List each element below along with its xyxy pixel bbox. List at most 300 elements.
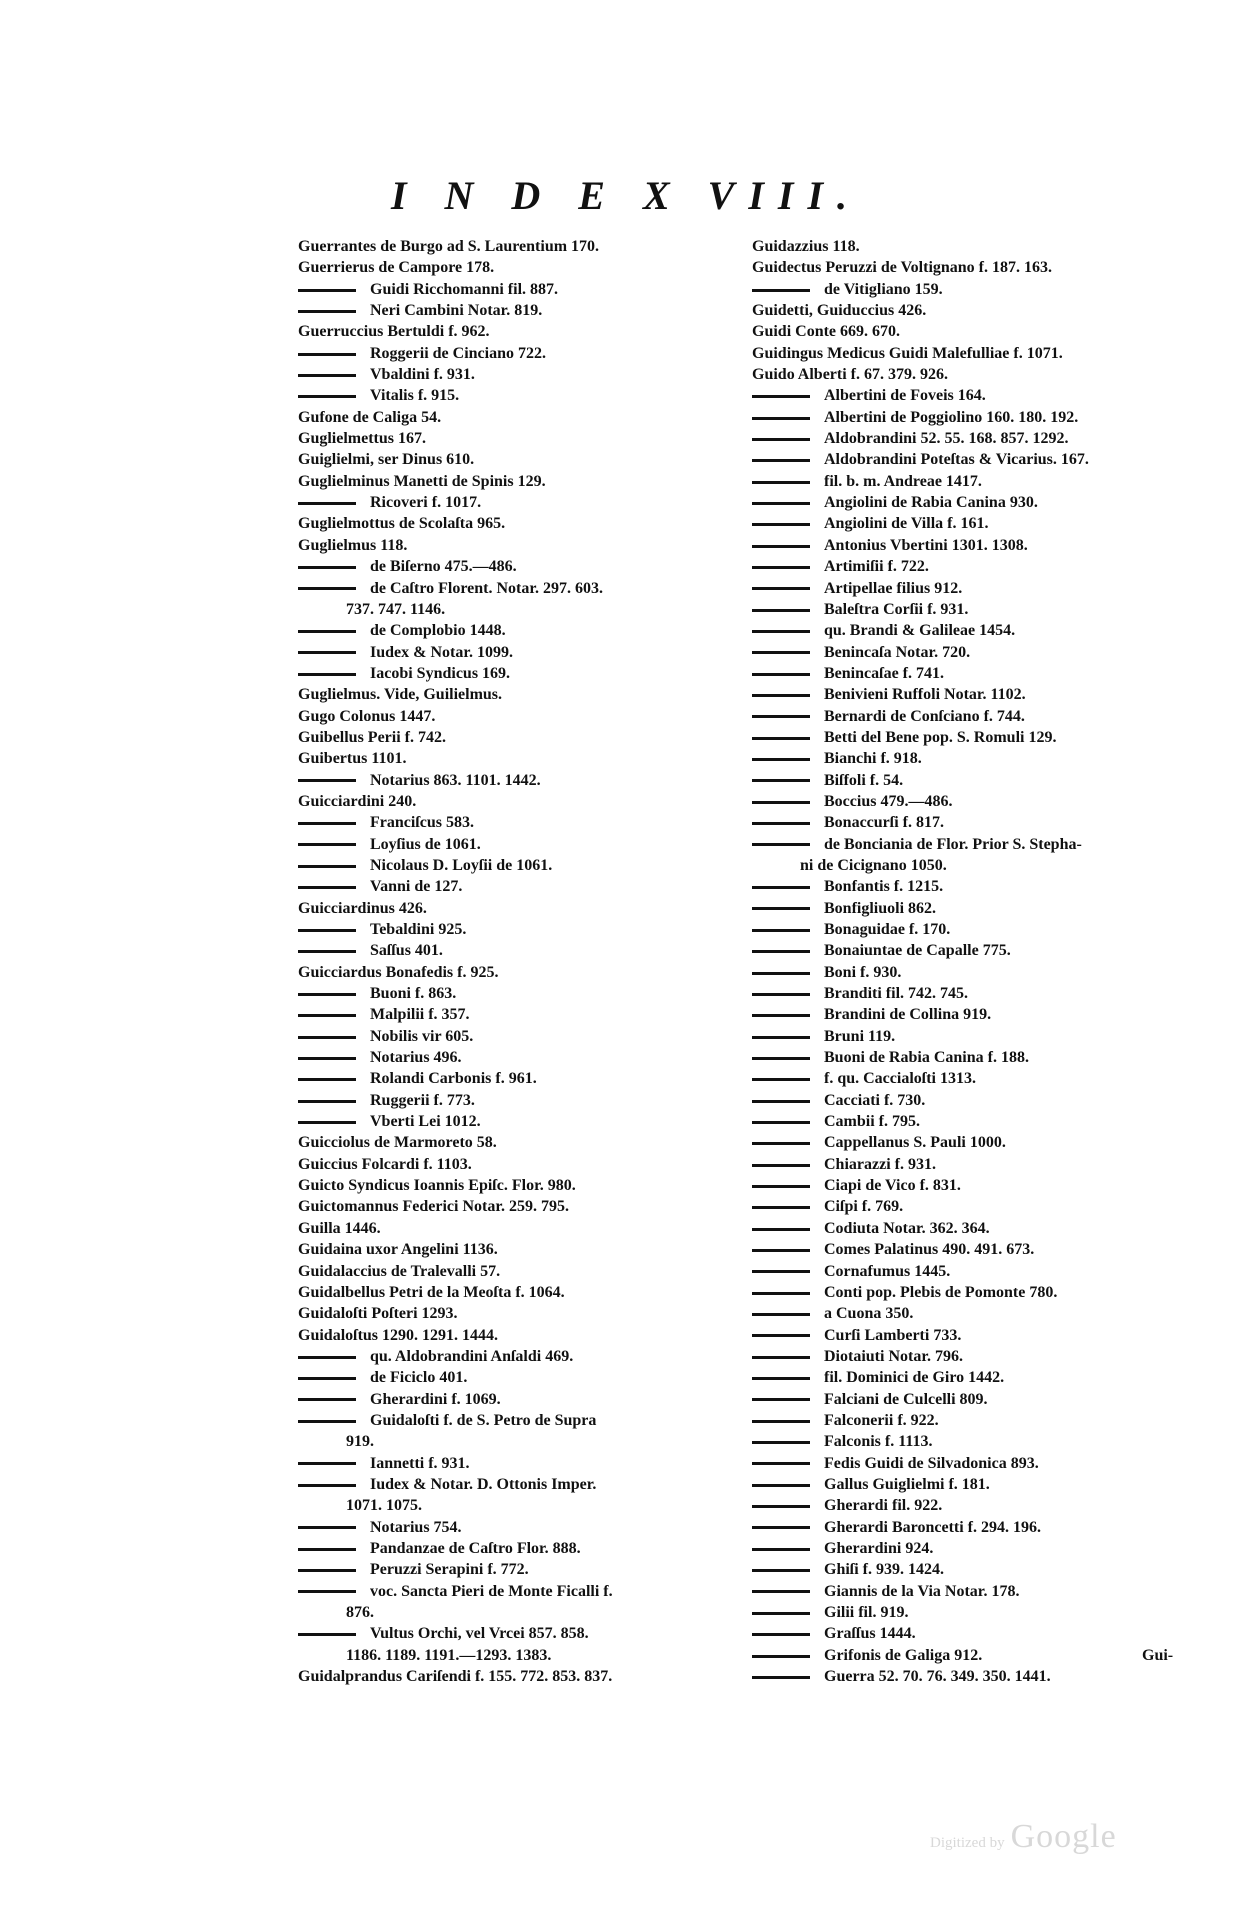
index-entry-text: fil. Dominici de Giro 1442.	[824, 1369, 1005, 1387]
ditto-rule	[298, 630, 356, 633]
index-entry-text: Nicolaus D. Loyſii de 1061.	[370, 856, 553, 874]
index-entry	[298, 1111, 738, 1132]
index-entry-text: Gilii fil. 919.	[824, 1604, 909, 1621]
index-entry-text: de Vitigliano 159.	[824, 280, 943, 298]
index-entry	[298, 321, 738, 342]
index-entry	[298, 770, 738, 791]
index-entry-text: Baleſtra Corſii f. 931.	[824, 600, 969, 618]
index-entry	[298, 727, 738, 748]
ditto-rule	[752, 758, 810, 761]
index-entry-text: Albertini de Foveis 164.	[824, 387, 986, 405]
index-entry	[298, 1303, 738, 1324]
index-entry-text: Guicciardini 240.	[298, 792, 417, 810]
ditto-rule	[298, 1569, 356, 1572]
index-entry	[298, 492, 738, 513]
ditto-rule	[752, 737, 810, 740]
ditto-rule	[752, 1377, 810, 1380]
index-entry	[298, 1154, 738, 1175]
index-entry-text: Bernardi de Conſciano f. 744.	[824, 707, 1025, 725]
index-entry	[752, 1196, 1182, 1217]
ditto-rule	[298, 1100, 356, 1103]
ditto-rule	[298, 1526, 356, 1529]
ditto-rule	[298, 1633, 356, 1636]
ditto-rule	[752, 481, 810, 484]
index-entry	[752, 812, 1182, 833]
index-entry-text: Fedis Guidi de Silvadonica 893.	[824, 1454, 1039, 1472]
index-entry	[298, 535, 738, 556]
ditto-rule	[752, 1569, 810, 1572]
index-entry	[752, 513, 1182, 534]
ditto-rule	[752, 1633, 810, 1636]
index-entry	[298, 1090, 738, 1111]
ditto-rule	[752, 993, 810, 996]
index-entry-text: Cacciati f. 730.	[824, 1091, 926, 1109]
index-entry-text: fil. b. m. Andreae 1417.	[824, 472, 982, 490]
index-entry	[298, 812, 738, 833]
index-entry	[298, 919, 738, 940]
index-entry-text: Guidingus Medicus Guidi Malefulliae f. 1071.	[752, 344, 1063, 362]
index-entry	[752, 1047, 1182, 1068]
index-entry-text: Graſſus 1444.	[824, 1625, 916, 1643]
index-entry	[752, 791, 1182, 812]
index-entry-text: Brandini de Collina 919.	[824, 1006, 992, 1024]
index-entry-text: Bonaguidae f. 170.	[824, 921, 951, 938]
ditto-rule	[752, 609, 810, 612]
ditto-rule	[752, 929, 810, 932]
index-entry	[752, 727, 1182, 748]
ditto-rule	[298, 310, 356, 313]
ditto-rule	[752, 1270, 810, 1273]
index-entry-text: Guibertus 1101.	[298, 750, 407, 768]
ditto-rule	[298, 289, 356, 292]
index-entry-text: Guictomannus Federici Notar. 259. 795.	[298, 1198, 569, 1216]
index-entry	[752, 1154, 1182, 1175]
ditto-rule	[752, 1185, 810, 1188]
index-entry	[298, 1325, 738, 1346]
index-entry	[298, 599, 738, 620]
index-entry-text: Saſſus 401.	[370, 942, 443, 960]
index-entry-text: de Complobio 1448.	[370, 622, 506, 640]
index-entry	[298, 898, 738, 919]
index-entry	[752, 1218, 1182, 1239]
ditto-rule	[752, 1164, 810, 1167]
index-entry-text: Guidaina uxor Angelini 1136.	[298, 1241, 498, 1259]
index-entry-text: ni de Cicignano 1050.	[800, 856, 947, 874]
index-entry-text: Vberti Lei 1012.	[370, 1113, 481, 1131]
index-entry	[298, 343, 738, 364]
ditto-rule	[298, 1057, 356, 1060]
google-logo-text: Google	[1010, 1818, 1117, 1855]
index-entry-text: Guidaloſti Poſteri 1293.	[298, 1305, 458, 1323]
index-entry-text: Falconis f. 1113.	[824, 1433, 933, 1451]
ditto-rule	[298, 1462, 356, 1465]
index-entry-text: Bianchi f. 918.	[824, 750, 922, 768]
index-entry	[752, 1517, 1182, 1538]
index-entry	[752, 321, 1182, 342]
index-entry-text: Antonius Vbertini 1301. 1308.	[824, 536, 1028, 554]
ditto-rule	[752, 289, 810, 292]
index-entry-text: Buoni de Rabia Canina f. 188.	[824, 1049, 1029, 1067]
index-entry-text: Ciapi de Vico f. 831.	[824, 1177, 961, 1195]
index-entry	[298, 1218, 738, 1239]
index-entry-text: de Caſtro Florent. Notar. 297. 603.	[370, 579, 604, 597]
index-entry-text: Guicto Syndicus Ioannis Epiſc. Flor. 980.	[298, 1177, 576, 1195]
index-entry-text: Bonfigliuoli 862.	[824, 899, 937, 917]
index-entry	[298, 1196, 738, 1217]
ditto-rule	[752, 673, 810, 676]
index-entry-text: Franciſcus 583.	[370, 814, 474, 832]
ditto-rule	[752, 651, 810, 654]
ditto-rule	[298, 929, 356, 932]
index-entry-text: Guicciardus Bonafedis f. 925.	[298, 963, 499, 981]
index-entry	[752, 919, 1182, 940]
index-entry	[752, 279, 1182, 300]
ditto-rule	[298, 779, 356, 782]
index-entry-text: Guerrantes de Burgo ad S. Laurentium 170.	[298, 238, 600, 255]
ditto-rule	[752, 1462, 810, 1465]
ditto-rule	[298, 587, 356, 590]
index-entry	[298, 1538, 738, 1559]
ditto-rule	[752, 1057, 810, 1060]
ditto-rule	[752, 843, 810, 846]
index-entry	[752, 236, 1182, 257]
ditto-rule	[298, 1548, 356, 1551]
index-entry	[298, 1666, 738, 1687]
ditto-rule	[298, 1377, 356, 1380]
index-entry-text: Guiccius Folcardi f. 1103.	[298, 1155, 472, 1173]
index-entry	[298, 257, 738, 278]
index-entry-text: Notarius 863. 1101. 1442.	[370, 771, 541, 789]
ditto-rule	[752, 715, 810, 718]
index-entry	[298, 642, 738, 663]
ditto-rule	[752, 1100, 810, 1103]
index-entry	[298, 1389, 738, 1410]
index-entry	[752, 684, 1182, 705]
index-entry-text: Albertini de Poggiolino 160. 180. 192.	[824, 408, 1079, 426]
index-entry	[752, 1303, 1182, 1324]
index-entry	[752, 1474, 1182, 1495]
index-entry	[298, 449, 738, 470]
index-entry	[298, 1581, 738, 1602]
ditto-rule	[298, 822, 356, 825]
index-entry	[752, 1346, 1182, 1367]
index-entry-text: Guiglielmi, ser Dinus 610.	[298, 451, 475, 469]
index-entry-text: de Ficiclo 401.	[370, 1369, 468, 1387]
index-entry	[298, 1431, 738, 1452]
ditto-rule	[752, 1655, 810, 1658]
index-entry	[298, 1261, 738, 1282]
index-entry	[298, 791, 738, 812]
index-entry-text: Ciſpi f. 769.	[824, 1198, 904, 1216]
index-entry	[752, 343, 1182, 364]
index-entry-text: voc. Sancta Pieri de Monte Ficalli f.	[370, 1582, 613, 1600]
index-entry-text: Guglielminus Manetti de Spinis 129.	[298, 472, 546, 490]
index-entry-text: Chiarazzi f. 931.	[824, 1155, 936, 1173]
index-entry	[298, 1004, 738, 1025]
ditto-rule	[752, 1484, 810, 1487]
index-entry	[298, 236, 738, 257]
index-entry-text: Falconerii f. 922.	[824, 1411, 939, 1429]
index-entry-text: Guerra 52. 70. 76. 349. 350. 1441.	[824, 1668, 1051, 1686]
index-entry-text: Grifonis de Galiga 912.	[824, 1646, 983, 1664]
index-entry-text: de Bonciania de Flor. Prior S. Stepha-	[824, 835, 1082, 853]
index-entry	[752, 599, 1182, 620]
index-entry	[752, 706, 1182, 727]
index-entry	[752, 1026, 1182, 1047]
index-entry-text: Bruni 119.	[824, 1027, 896, 1045]
index-entry	[752, 257, 1182, 278]
index-entry-text: Gallus Guiglielmi f. 181.	[824, 1475, 990, 1493]
ditto-rule	[752, 1036, 810, 1039]
ditto-rule	[752, 545, 810, 548]
page-title: I N D E X VIII.	[390, 173, 862, 218]
ditto-rule	[752, 417, 810, 420]
ditto-rule	[752, 1676, 810, 1679]
index-entry-text: Tebaldini 925.	[370, 921, 467, 938]
index-entry	[752, 940, 1182, 961]
index-entry-text: Vultus Orchi, vel Vrcei 857. 858.	[370, 1625, 589, 1643]
ditto-rule	[298, 1356, 356, 1359]
index-entry	[752, 471, 1182, 492]
index-entry	[752, 300, 1182, 321]
index-entry-text: Guicciardinus 426.	[298, 899, 427, 917]
ditto-rule	[298, 865, 356, 868]
index-entry-text: Guidaloſtus 1290. 1291. 1444.	[298, 1326, 499, 1344]
index-entry-text: Vbaldini f. 931.	[370, 366, 475, 384]
ditto-rule	[752, 1356, 810, 1359]
index-entry-text: Gherardini 924.	[824, 1539, 934, 1557]
ditto-rule	[298, 1420, 356, 1423]
ditto-rule	[752, 587, 810, 590]
index-entry-text: Comes Palatinus 490. 491. 673.	[824, 1241, 1035, 1259]
ditto-rule	[752, 1292, 810, 1295]
index-entry	[752, 1431, 1182, 1452]
index-entry-text: Guidectus Peruzzi de Voltignano f. 187. 163.	[752, 259, 1053, 277]
index-entry-text: Roggerii de Cinciano 722.	[370, 344, 546, 362]
index-entry	[752, 1367, 1182, 1388]
index-entry-text: Guidazzius 118.	[752, 238, 860, 255]
ditto-rule	[752, 1121, 810, 1124]
ditto-rule	[298, 566, 356, 569]
index-entry	[298, 706, 738, 727]
ditto-rule	[298, 353, 356, 356]
index-entry	[298, 876, 738, 897]
index-entry-text: Cornafumus 1445.	[824, 1262, 951, 1280]
index-entry	[752, 983, 1182, 1004]
index-entry-text: Nobilis vir 605.	[370, 1027, 474, 1045]
index-entry-text: Guidetti, Guiduccius 426.	[752, 302, 927, 320]
index-entry	[752, 1559, 1182, 1580]
index-entry	[298, 556, 738, 577]
index-entry	[752, 385, 1182, 406]
ditto-rule	[752, 886, 810, 889]
index-entry-text: Notarius 496.	[370, 1049, 462, 1067]
index-entry-text: Rolandi Carbonis f. 961.	[370, 1070, 537, 1088]
index-entry	[752, 407, 1182, 428]
index-entry	[752, 1175, 1182, 1196]
index-entry-text: Benincaſae f. 741.	[824, 664, 944, 682]
index-entry	[752, 1666, 1182, 1687]
index-entry-text: Peruzzi Serapini f. 772.	[370, 1561, 529, 1579]
index-entry	[298, 1068, 738, 1089]
index-entry-text: Cambii f. 795.	[824, 1113, 920, 1131]
index-entry	[298, 364, 738, 385]
ditto-rule	[298, 1078, 356, 1081]
index-column-right	[752, 236, 1182, 1687]
index-entry-text: 876.	[346, 1604, 374, 1621]
index-entry	[752, 578, 1182, 599]
index-entry	[752, 428, 1182, 449]
ditto-rule	[298, 843, 356, 846]
index-entry	[298, 1047, 738, 1068]
ditto-rule	[752, 1441, 810, 1444]
ditto-rule	[298, 886, 356, 889]
index-entry	[298, 855, 738, 876]
index-entry-text: Falciani de Culcelli 809.	[824, 1390, 988, 1408]
index-entry	[752, 1495, 1182, 1516]
ditto-rule	[752, 502, 810, 505]
index-entry-text: Angiolini de Villa f. 161.	[824, 515, 989, 533]
index-entry-text: Iacobi Syndicus 169.	[370, 664, 511, 682]
index-column-left	[298, 236, 738, 1687]
index-entry	[752, 556, 1182, 577]
ditto-rule	[752, 822, 810, 825]
index-entry-text: Guidi Ricchomanni fil. 887.	[370, 280, 559, 298]
index-entry	[752, 770, 1182, 791]
index-entry-text: Guicciolus de Marmoreto 58.	[298, 1134, 497, 1152]
catchword: Gui-	[1142, 1647, 1174, 1664]
ditto-rule	[752, 1078, 810, 1081]
ditto-rule	[752, 1014, 810, 1017]
watermark-prefix: Digitized by	[930, 1835, 1005, 1851]
ditto-rule	[752, 566, 810, 569]
index-entry-text: Branditi fil. 742. 745.	[824, 985, 969, 1003]
index-entry-text: Guibellus Perii f. 742.	[298, 728, 446, 746]
index-entry	[298, 1239, 738, 1260]
index-entry-text: Curſi Lamberti 733.	[824, 1326, 962, 1344]
index-entry	[298, 1623, 738, 1644]
index-entry	[752, 620, 1182, 641]
index-entry-text: Guglielmus 118.	[298, 536, 408, 554]
index-entry-text: 1071. 1075.	[346, 1497, 422, 1515]
index-entry	[298, 1559, 738, 1580]
index-entry-text: Bonfantis f. 1215.	[824, 878, 944, 896]
index-entry	[752, 1282, 1182, 1303]
ditto-rule	[752, 395, 810, 398]
index-entry-text: Iannetti f. 931.	[370, 1454, 470, 1472]
index-entry	[298, 1453, 738, 1474]
index-entry	[298, 300, 738, 321]
index-entry	[752, 1623, 1182, 1644]
index-entry-text: f. qu. Caccialoſti 1313.	[824, 1070, 976, 1088]
index-entry	[298, 620, 738, 641]
ditto-rule	[298, 395, 356, 398]
index-entry-text: Guido Alberti f. 67. 379. 926.	[752, 366, 949, 384]
index-entry-text: Guglielmottus de Scolaſta 965.	[298, 515, 506, 533]
ditto-rule	[752, 1420, 810, 1423]
index-entry	[752, 535, 1182, 556]
index-entry	[298, 1282, 738, 1303]
index-entry-text: Gherardi fil. 922.	[824, 1497, 943, 1515]
index-entry	[752, 834, 1182, 855]
index-entry	[752, 1410, 1182, 1431]
index-entry-text: Cappellanus S. Pauli 1000.	[824, 1134, 1006, 1152]
index-entry-text: Giannis de la Via Notar. 178.	[824, 1582, 1020, 1600]
index-entry-text: Ghiſi f. 939. 1424.	[824, 1561, 945, 1579]
ditto-rule	[752, 779, 810, 782]
ditto-rule	[298, 673, 356, 676]
ditto-rule	[752, 1313, 810, 1316]
index-entry-text: Boni f. 930.	[824, 963, 902, 981]
index-entry	[298, 1346, 738, 1367]
index-entry-text: Artimiſii f. 722.	[824, 558, 929, 576]
index-entry-text: Guerruccius Bertuldi f. 962.	[298, 323, 490, 341]
index-entry-text: Betti del Bene pop. S. Romuli 129.	[824, 728, 1057, 746]
index-entry-text: Ricoveri f. 1017.	[370, 494, 482, 512]
index-entry	[298, 1495, 738, 1516]
index-entry-text: Ruggerii f. 773.	[370, 1091, 475, 1109]
index-entry-text: Guilla 1446.	[298, 1219, 381, 1237]
index-entry-text: Neri Cambini Notar. 819.	[370, 302, 543, 320]
index-entry	[752, 449, 1182, 470]
index-entry-text: Bonaiuntae de Capalle 775.	[824, 942, 1011, 960]
ditto-rule	[752, 1398, 810, 1401]
index-entry-text: Guglielmettus 167.	[298, 430, 426, 448]
ditto-rule	[298, 1484, 356, 1487]
index-entry	[752, 876, 1182, 897]
index-entry	[752, 855, 1182, 876]
index-entry	[298, 962, 738, 983]
index-entry-text: Aldobrandini Poteſtas & Vicarius. 167.	[824, 451, 1089, 469]
ditto-rule	[752, 1526, 810, 1529]
index-entry	[752, 898, 1182, 919]
index-entry	[752, 1602, 1182, 1623]
index-entry	[298, 1175, 738, 1196]
ditto-rule	[298, 1036, 356, 1039]
index-entry	[752, 962, 1182, 983]
index-entry-text: Iudex & Notar. 1099.	[370, 643, 513, 661]
index-entry-text: Biſfoli f. 54.	[824, 771, 904, 789]
index-entry	[752, 748, 1182, 769]
index-entry	[752, 663, 1182, 684]
index-entry	[298, 663, 738, 684]
index-entry	[752, 1325, 1182, 1346]
index-entry	[752, 1538, 1182, 1559]
index-entry-text: Iudex & Notar. D. Ottonis Imper.	[370, 1475, 597, 1493]
index-entry	[298, 385, 738, 406]
ditto-rule	[752, 907, 810, 910]
ditto-rule	[298, 1398, 356, 1401]
ditto-rule	[752, 1206, 810, 1209]
index-entry-text: Gherardi Baroncetti f. 294. 196.	[824, 1518, 1042, 1536]
index-entry-text: Aldobrandini 52. 55. 168. 857. 1292.	[824, 430, 1069, 448]
index-entry	[298, 471, 738, 492]
index-entry-text: Loyſius de 1061.	[370, 835, 481, 853]
index-entry	[298, 1517, 738, 1538]
index-entry	[752, 1090, 1182, 1111]
index-entry	[298, 748, 738, 769]
index-entry-text: Diotaiuti Notar. 796.	[824, 1347, 963, 1365]
ditto-rule	[298, 950, 356, 953]
index-entry	[298, 1410, 738, 1431]
ditto-rule	[298, 502, 356, 505]
index-entry-text: Angiolini de Rabia Canina 930.	[824, 494, 1038, 512]
index-entry-text: Gufone de Caliga 54.	[298, 408, 442, 426]
ditto-rule	[752, 1228, 810, 1231]
index-entry	[298, 983, 738, 1004]
ditto-rule	[752, 1548, 810, 1551]
index-entry-text: Guidalaccius de Tralevalli 57.	[298, 1262, 501, 1280]
